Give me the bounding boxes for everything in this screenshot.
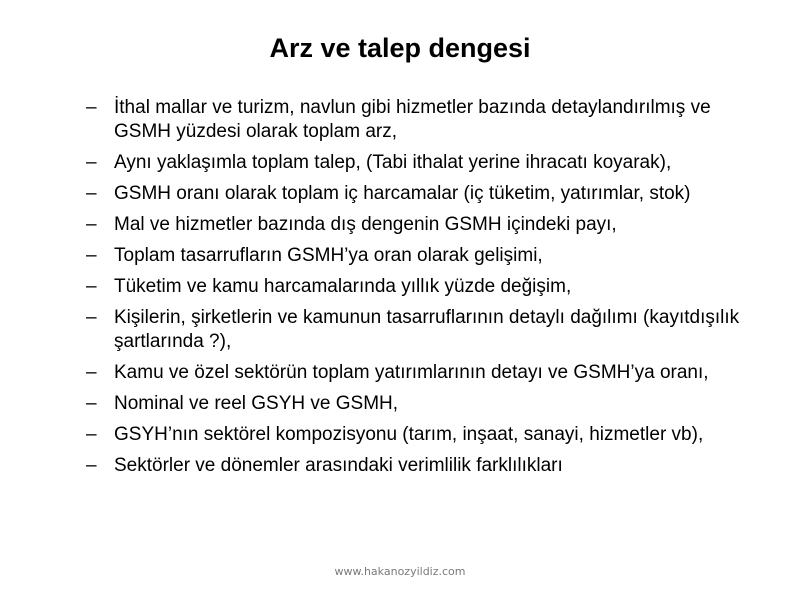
footer-url: www.hakanozyildiz.com	[334, 565, 466, 578]
bullet-item	[86, 423, 766, 447]
bullet-text: İthal mallar ve turizm, navlun gibi hizmetler bazında detaylandırılmış ve GSMH yüzdesi olarak toplam arz,	[114, 97, 711, 142]
bullet-text: Sektörler ve dönemler arasındaki verimlilik farklılıkları	[114, 455, 563, 476]
bullet-item	[86, 96, 766, 144]
dash-bullet-icon: –	[86, 152, 97, 173]
bullet-text: Kamu ve özel sektörün toplam yatırımlarının detayı ve GSMH’ya oranı,	[114, 362, 709, 383]
dash-bullet-icon: –	[86, 214, 97, 235]
bullet-text: Mal ve hizmetler bazında dış dengenin GSMH içindeki payı,	[114, 214, 617, 235]
slide-title: Arz ve talep dengesi	[269, 33, 531, 63]
dash-bullet-icon: –	[86, 183, 97, 204]
bullet-item	[86, 392, 766, 416]
dash-bullet-icon: –	[86, 393, 97, 414]
dash-bullet-icon: –	[86, 276, 97, 297]
bullet-item	[86, 454, 766, 478]
bullet-text: Tüketim ve kamu harcamalarında yıllık yüzde değişim,	[114, 276, 572, 297]
bullet-item	[86, 306, 766, 354]
bullet-text: Aynı yaklaşımla toplam talep, (Tabi ithalat yerine ihracatı koyarak),	[114, 152, 672, 173]
bullet-item	[86, 361, 766, 385]
bullet-item	[86, 244, 766, 268]
dash-bullet-icon: –	[86, 97, 97, 118]
dash-bullet-icon: –	[86, 307, 97, 328]
dash-bullet-icon: –	[86, 245, 97, 266]
bullet-item	[86, 213, 766, 237]
bullet-text: Toplam tasarrufların GSMH’ya oran olarak gelişimi,	[114, 245, 543, 266]
dash-bullet-icon: –	[86, 362, 97, 383]
dash-bullet-icon: –	[86, 424, 97, 445]
bullet-item	[86, 182, 766, 206]
bullet-text: GSMH oranı olarak toplam iç harcamalar (iç tüketim, yatırımlar, stok)	[114, 183, 691, 204]
bullet-text: GSYH’nın sektörel kompozisyonu (tarım, inşaat, sanayi, hizmetler vb),	[114, 424, 704, 445]
dash-bullet-icon: –	[86, 455, 97, 476]
bullet-list	[86, 96, 766, 485]
bullet-item	[86, 151, 766, 175]
bullet-text: Nominal ve reel GSYH ve GSMH,	[114, 393, 399, 414]
bullet-item	[86, 275, 766, 299]
bullet-text: Kişilerin, şirketlerin ve kamunun tasarruflarının detaylı dağılımı (kayıtdışılık şartlarında ?),	[114, 307, 740, 352]
